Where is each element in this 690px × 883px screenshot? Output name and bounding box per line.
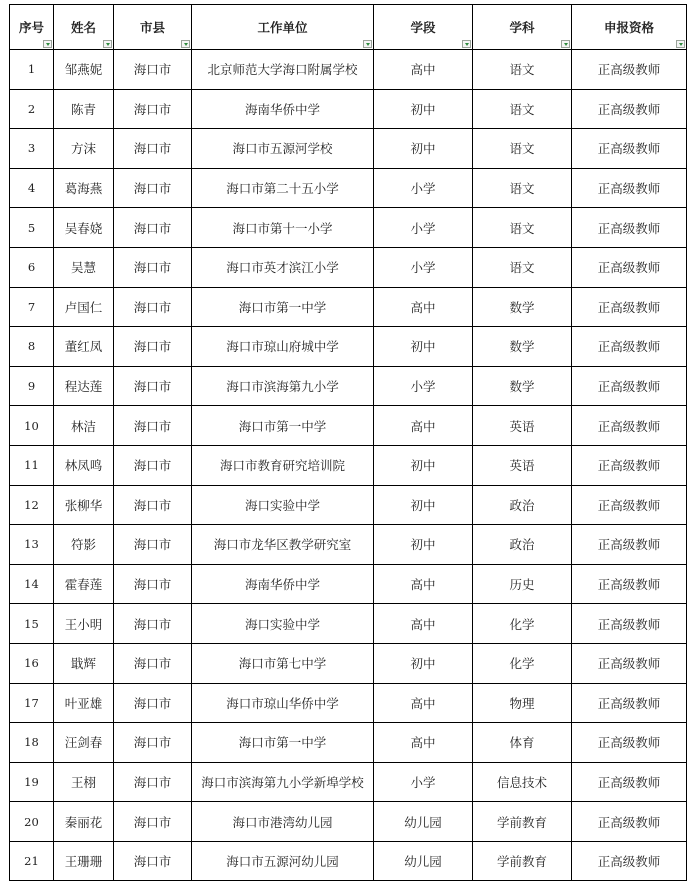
cell-workplace: 海口市琼山府城中学 [192, 327, 374, 367]
cell-city: 海口市 [114, 366, 192, 406]
cell-qualification: 正高级教师 [572, 762, 687, 802]
cell-name: 葛海燕 [54, 168, 114, 208]
table-row [10, 168, 687, 208]
cell-workplace: 海口市第一中学 [192, 287, 374, 327]
cell-city: 海口市 [114, 327, 192, 367]
cell-qualification: 正高级教师 [572, 683, 687, 723]
table-row [10, 723, 687, 763]
cell-qualification: 正高级教师 [572, 564, 687, 604]
cell-name: 王珊珊 [54, 841, 114, 881]
cell-index: 13 [10, 525, 54, 565]
column-header-label: 姓名 [70, 20, 96, 35]
cell-name: 程达莲 [54, 366, 114, 406]
cell-workplace: 海口市五源河幼儿园 [192, 841, 374, 881]
cell-city: 海口市 [114, 643, 192, 683]
cell-name: 吴慧 [54, 247, 114, 287]
cell-subject: 语文 [473, 129, 572, 169]
cell-workplace: 海南华侨中学 [192, 89, 374, 129]
cell-city: 海口市 [114, 247, 192, 287]
cell-qualification: 正高级教师 [572, 723, 687, 763]
cell-index: 21 [10, 841, 54, 881]
cell-stage: 幼儿园 [374, 841, 473, 881]
cell-stage: 初中 [374, 643, 473, 683]
cell-name: 张柳华 [54, 485, 114, 525]
table-row [10, 208, 687, 248]
cell-subject: 学前教育 [473, 802, 572, 842]
cell-subject: 语文 [473, 89, 572, 129]
cell-stage: 初中 [374, 485, 473, 525]
table-row [10, 445, 687, 485]
cell-name: 方沫 [54, 129, 114, 169]
cell-city: 海口市 [114, 485, 192, 525]
cell-stage: 高中 [374, 564, 473, 604]
cell-subject: 历史 [473, 564, 572, 604]
column-header-subject [473, 5, 572, 50]
cell-stage: 高中 [374, 50, 473, 90]
cell-city: 海口市 [114, 129, 192, 169]
table-row [10, 89, 687, 129]
cell-workplace: 海口市滨海第九小学 [192, 366, 374, 406]
cell-qualification: 正高级教师 [572, 525, 687, 565]
column-header-index [10, 5, 54, 50]
cell-workplace: 北京师范大学海口附属学校 [192, 50, 374, 90]
column-header-label: 申报资格 [603, 20, 654, 35]
cell-index: 5 [10, 208, 54, 248]
filter-dropdown-icon[interactable] [103, 40, 112, 48]
cell-subject: 语文 [473, 208, 572, 248]
column-header-label: 序号 [18, 20, 44, 35]
table-row [10, 247, 687, 287]
cell-city: 海口市 [114, 841, 192, 881]
cell-subject: 信息技术 [473, 762, 572, 802]
cell-index: 9 [10, 366, 54, 406]
cell-name: 王栩 [54, 762, 114, 802]
cell-city: 海口市 [114, 802, 192, 842]
cell-workplace: 海口市龙华区教学研究室 [192, 525, 374, 565]
cell-index: 18 [10, 723, 54, 763]
table-row [10, 683, 687, 723]
cell-subject: 语文 [473, 50, 572, 90]
table-row [10, 841, 687, 881]
cell-qualification: 正高级教师 [572, 89, 687, 129]
cell-stage: 小学 [374, 247, 473, 287]
teacher-list-table [9, 4, 687, 881]
filter-dropdown-icon[interactable] [676, 40, 685, 48]
cell-stage: 高中 [374, 683, 473, 723]
cell-stage: 小学 [374, 208, 473, 248]
table-row [10, 604, 687, 644]
cell-index: 3 [10, 129, 54, 169]
cell-workplace: 海口实验中学 [192, 604, 374, 644]
cell-workplace: 海口市第十一小学 [192, 208, 374, 248]
cell-workplace: 海口市第一中学 [192, 723, 374, 763]
cell-index: 4 [10, 168, 54, 208]
table-row [10, 366, 687, 406]
table-row [10, 643, 687, 683]
cell-subject: 语文 [473, 168, 572, 208]
cell-subject: 语文 [473, 247, 572, 287]
cell-workplace: 海口市琼山华侨中学 [192, 683, 374, 723]
cell-city: 海口市 [114, 683, 192, 723]
cell-index: 2 [10, 89, 54, 129]
cell-qualification: 正高级教师 [572, 841, 687, 881]
cell-workplace: 海口市第二十五小学 [192, 168, 374, 208]
cell-subject: 政治 [473, 525, 572, 565]
cell-qualification: 正高级教师 [572, 50, 687, 90]
cell-stage: 高中 [374, 287, 473, 327]
cell-city: 海口市 [114, 564, 192, 604]
cell-index: 19 [10, 762, 54, 802]
cell-city: 海口市 [114, 406, 192, 446]
cell-qualification: 正高级教师 [572, 406, 687, 446]
cell-city: 海口市 [114, 723, 192, 763]
column-header-label: 学科 [509, 20, 535, 35]
cell-qualification: 正高级教师 [572, 485, 687, 525]
cell-index: 15 [10, 604, 54, 644]
cell-stage: 初中 [374, 129, 473, 169]
column-header-label: 工作单位 [257, 20, 308, 35]
cell-subject: 化学 [473, 604, 572, 644]
table-row [10, 564, 687, 604]
cell-city: 海口市 [114, 604, 192, 644]
cell-subject: 学前教育 [473, 841, 572, 881]
table-body [10, 50, 687, 881]
column-header-stage [374, 5, 473, 50]
cell-name: 叶亚雄 [54, 683, 114, 723]
cell-index: 11 [10, 445, 54, 485]
table-row [10, 129, 687, 169]
cell-stage: 初中 [374, 445, 473, 485]
table-row [10, 802, 687, 842]
cell-name: 林凤鸣 [54, 445, 114, 485]
cell-qualification: 正高级教师 [572, 208, 687, 248]
cell-index: 10 [10, 406, 54, 446]
cell-index: 17 [10, 683, 54, 723]
column-header-qualification [572, 5, 687, 50]
cell-index: 7 [10, 287, 54, 327]
header-row [10, 5, 687, 50]
cell-workplace: 海口市滨海第九小学新埠学校 [192, 762, 374, 802]
cell-subject: 英语 [473, 445, 572, 485]
cell-qualification: 正高级教师 [572, 327, 687, 367]
cell-stage: 小学 [374, 168, 473, 208]
cell-name: 卢国仁 [54, 287, 114, 327]
cell-workplace: 海口市教育研究培训院 [192, 445, 374, 485]
cell-workplace: 海口实验中学 [192, 485, 374, 525]
cell-name: 秦丽花 [54, 802, 114, 842]
cell-qualification: 正高级教师 [572, 366, 687, 406]
cell-subject: 体育 [473, 723, 572, 763]
table-row [10, 485, 687, 525]
filter-dropdown-icon[interactable] [363, 40, 372, 48]
cell-index: 16 [10, 643, 54, 683]
cell-subject: 化学 [473, 643, 572, 683]
cell-stage: 高中 [374, 406, 473, 446]
cell-name: 汪剑春 [54, 723, 114, 763]
cell-name: 林洁 [54, 406, 114, 446]
filter-dropdown-icon[interactable] [181, 40, 190, 48]
cell-name: 王小明 [54, 604, 114, 644]
cell-city: 海口市 [114, 168, 192, 208]
cell-workplace: 海口市五源河学校 [192, 129, 374, 169]
cell-city: 海口市 [114, 208, 192, 248]
cell-stage: 初中 [374, 525, 473, 565]
cell-city: 海口市 [114, 50, 192, 90]
cell-qualification: 正高级教师 [572, 129, 687, 169]
cell-name: 邹燕妮 [54, 50, 114, 90]
cell-workplace: 海口市英才滨江小学 [192, 247, 374, 287]
table-row [10, 406, 687, 446]
cell-name: 符影 [54, 525, 114, 565]
column-header-label: 学段 [410, 20, 436, 35]
table-row [10, 762, 687, 802]
cell-subject: 数学 [473, 327, 572, 367]
column-header-label: 市县 [139, 20, 165, 35]
cell-city: 海口市 [114, 525, 192, 565]
cell-name: 戢辉 [54, 643, 114, 683]
column-header-name [54, 5, 114, 50]
column-header-workplace [192, 5, 374, 50]
cell-qualification: 正高级教师 [572, 604, 687, 644]
cell-name: 董红凤 [54, 327, 114, 367]
table-row [10, 525, 687, 565]
cell-subject: 物理 [473, 683, 572, 723]
cell-stage: 高中 [374, 604, 473, 644]
cell-stage: 小学 [374, 762, 473, 802]
column-header-city [114, 5, 192, 50]
cell-workplace: 海口市第七中学 [192, 643, 374, 683]
cell-name: 霍春莲 [54, 564, 114, 604]
cell-qualification: 正高级教师 [572, 287, 687, 327]
cell-workplace: 海南华侨中学 [192, 564, 374, 604]
cell-workplace: 海口市港湾幼儿园 [192, 802, 374, 842]
cell-index: 8 [10, 327, 54, 367]
cell-city: 海口市 [114, 445, 192, 485]
cell-qualification: 正高级教师 [572, 802, 687, 842]
cell-index: 1 [10, 50, 54, 90]
cell-stage: 初中 [374, 327, 473, 367]
cell-qualification: 正高级教师 [572, 643, 687, 683]
table-row [10, 50, 687, 90]
cell-subject: 数学 [473, 366, 572, 406]
cell-stage: 小学 [374, 366, 473, 406]
filter-dropdown-icon[interactable] [43, 40, 52, 48]
cell-city: 海口市 [114, 287, 192, 327]
table-row [10, 287, 687, 327]
cell-name: 陈青 [54, 89, 114, 129]
cell-index: 20 [10, 802, 54, 842]
cell-index: 12 [10, 485, 54, 525]
cell-qualification: 正高级教师 [572, 168, 687, 208]
cell-subject: 数学 [473, 287, 572, 327]
table-row [10, 327, 687, 367]
cell-subject: 政治 [473, 485, 572, 525]
cell-stage: 幼儿园 [374, 802, 473, 842]
cell-subject: 英语 [473, 406, 572, 446]
cell-city: 海口市 [114, 762, 192, 802]
cell-name: 吴春娆 [54, 208, 114, 248]
cell-qualification: 正高级教师 [572, 247, 687, 287]
cell-city: 海口市 [114, 89, 192, 129]
filter-dropdown-icon[interactable] [462, 40, 471, 48]
cell-index: 14 [10, 564, 54, 604]
cell-index: 6 [10, 247, 54, 287]
cell-stage: 高中 [374, 723, 473, 763]
filter-dropdown-icon[interactable] [561, 40, 570, 48]
cell-stage: 初中 [374, 89, 473, 129]
cell-workplace: 海口市第一中学 [192, 406, 374, 446]
cell-qualification: 正高级教师 [572, 445, 687, 485]
